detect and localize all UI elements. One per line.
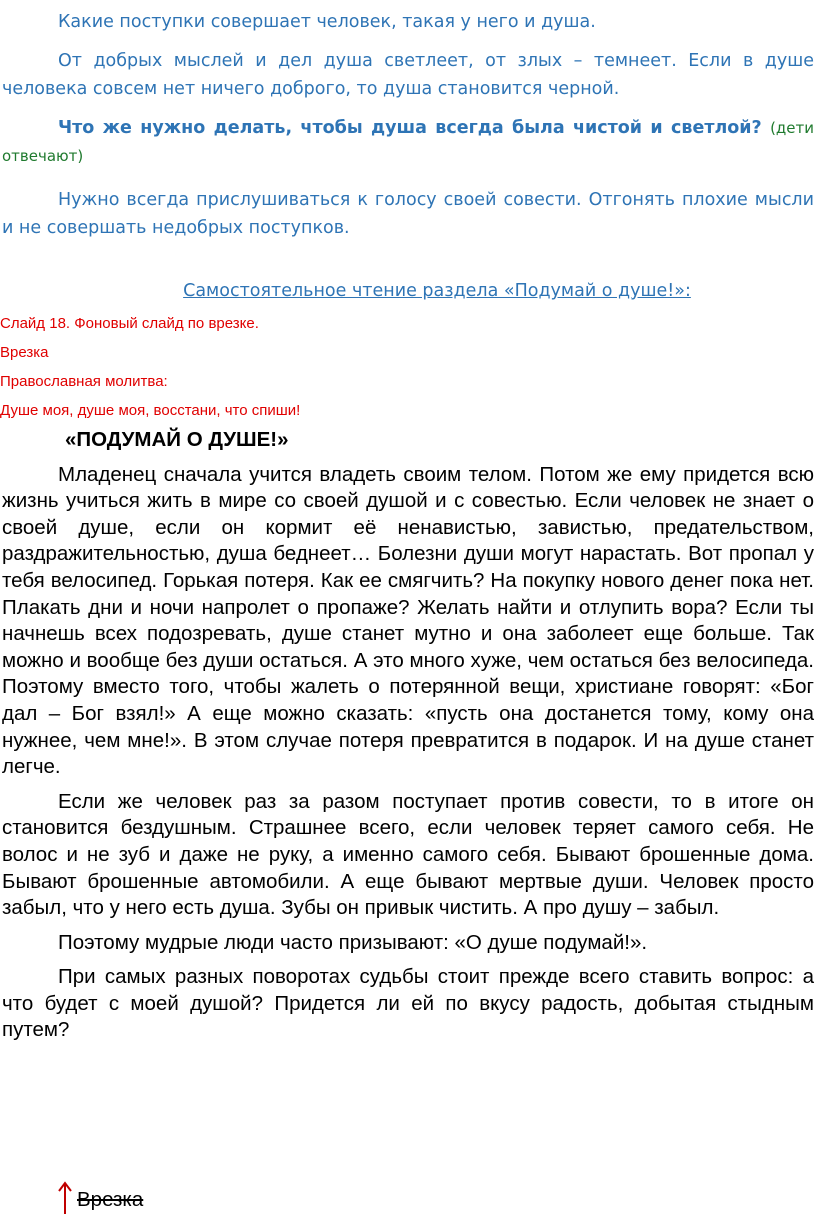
article-paragraph-3: Поэтому мудрые люди часто призывают: «О душе подумай!». bbox=[58, 930, 648, 954]
intro-paragraph-3: Нужно всегда прислушиваться к голосу своей совести. Отгонять плохие мысли и не совершать недобрых поступков. bbox=[2, 190, 814, 238]
question-text: Что же нужно делать, чтобы душа всегда была чистой и светлой? bbox=[58, 118, 762, 138]
red-note-vrezka: Врезка bbox=[0, 344, 49, 361]
article-paragraph-4: При самых разных поворотах судьбы стоит прежде всего ставить вопрос: а что будет с моей душой? Придется ли ей по вкусу радость, добытая стыдным путем? bbox=[2, 965, 814, 1042]
question-note: (дети отвечают) bbox=[2, 119, 815, 165]
arrow-up-icon bbox=[57, 1180, 73, 1216]
article-paragraph-1: Младенец сначала учится владеть своим телом. Потом же ему придется всю жизнь учиться жить в мире со своей душой и с совестью. Если человек не знает о своей душе, если он кормит её ненавистью, завистью, предательством, раздражительностью, душа беднеет… Болезни души могут нарастать. Вот пропал у тебя велосипед. Горькая потеря. Как ее смягчить? На покупку нового денег пока нет. Плакать дни и ночи напролет о пропаже? Желать найти и отлупить вора? Если ты начнешь всех подозревать, душе станет мутно и она заболеет еще больше. Так можно и вообще без души остаться. А это много хуже, чем остаться без велосипеда. Поэтому вместо того, чтобы жалеть о потерянной вещи, христиане говорят: «Бог дал – Бог взял!» А еще можно сказать: «пусть она достанется тому, кому она нужнее, чем мне!». В этом случае потеря превратится в подарок. И на душе станет легче. bbox=[2, 462, 814, 779]
intro-question bbox=[2, 114, 814, 170]
red-note-prayer-text: Душе моя, душе моя, восстани, что спиши! bbox=[0, 402, 301, 419]
intro-paragraph-2: От добрых мыслей и дел душа светлеет, от злых – темнеет. Если в душе человека совсем нет ничего доброго, то душа становится черной. bbox=[2, 51, 814, 99]
red-notes bbox=[0, 309, 812, 425]
footer-vrezka-label: Врезка bbox=[77, 1188, 144, 1211]
blue-intro-section bbox=[2, 8, 814, 242]
article-title: «ПОДУМАЙ О ДУШЕ!» bbox=[65, 428, 289, 451]
red-note-slide: Слайд 18. Фоновый слайд по врезке. bbox=[0, 315, 259, 332]
section-heading: Самостоятельное чтение раздела «Подумай о душе!»: bbox=[183, 281, 691, 301]
intro-paragraph-1: Какие поступки совершает человек, такая у него и душа. bbox=[58, 12, 596, 32]
article bbox=[2, 427, 814, 1044]
article-paragraph-2: Если же человек раз за разом поступает против совести, то в итоге он становится бездушным. Страшнее всего, если человек теряет самого себя. Не волос и не зуб и даже не руку, а именно самого себя. Бывают брошенные дома. Бывают брошенные автомобили. А еще бывают мертвые души. Человек просто забыл, что у него есть душа. Зубы он привык чистить. А про душу – забыл. bbox=[2, 789, 814, 920]
red-note-prayer-heading: Православная молитва: bbox=[0, 373, 168, 390]
